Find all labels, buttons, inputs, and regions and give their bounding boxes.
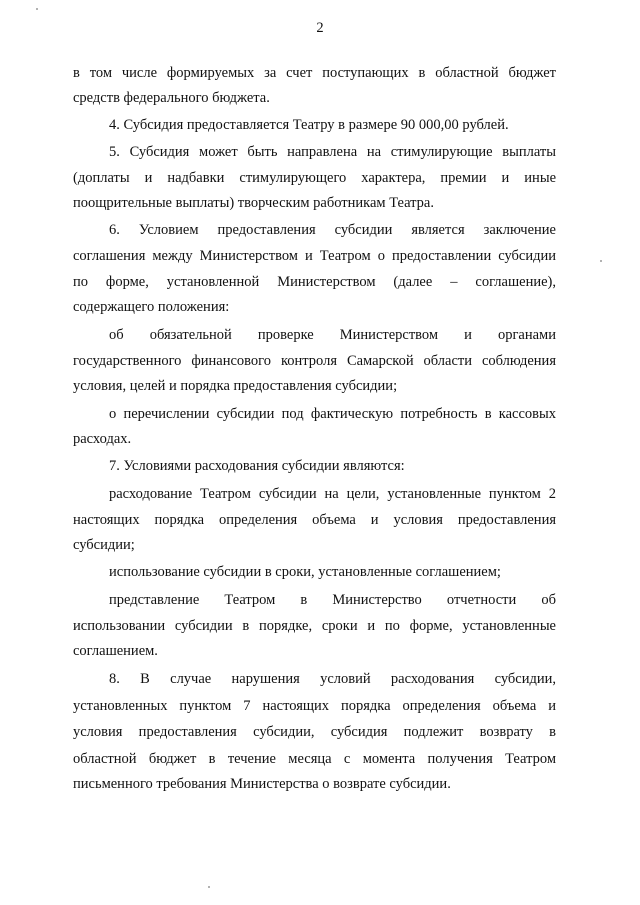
scan-speck [36, 8, 38, 10]
text-line: областной бюджет в течение месяца с момента получения Театром [73, 751, 556, 767]
text-line: об обязательной проверке Министерством и органами [109, 327, 556, 343]
text-line: установленных пунктом 7 настоящих порядка определения объема и [73, 698, 556, 714]
scan-speck [208, 886, 210, 888]
text-line: в том числе формируемых за счет поступающих в областной бюджет [73, 65, 556, 81]
page-number: 2 [316, 20, 324, 36]
text-line: использовании субсидии в порядке, сроки и по форме, установленные [73, 618, 556, 634]
text-line: государственного финансового контроля Самарской области соблюдения [73, 353, 556, 369]
text-line: 7. Условиями расходования субсидии являются: [109, 458, 405, 474]
text-line: средств федерального бюджета. [73, 90, 270, 106]
text-line: расходах. [73, 431, 132, 447]
text-line: 8. В случае нарушения условий расходования субсидии, [109, 671, 556, 687]
text-line: использование субсидии в сроки, установленные соглашением; [109, 564, 501, 580]
text-line: по форме, установленной Министерством (далее – соглашение), [73, 274, 556, 290]
text-line: представление Театром в Министерство отчетности об [109, 592, 556, 608]
text-line: письменного требования Министерства о возврате субсидии. [73, 776, 451, 792]
text-line: соглашения между Министерством и Театром о предоставлении субсидии [73, 248, 556, 264]
text-line: 6. Условием предоставления субсидии является заключение [109, 222, 556, 238]
text-line: условия, целей и порядка предоставления субсидии; [73, 378, 398, 394]
text-line: условия предоставления субсидии, субсидия подлежит возврату в [73, 724, 556, 740]
text-line: содержащего положения: [73, 299, 230, 315]
text-line: 5. Субсидия может быть направлена на стимулирующие выплаты [109, 144, 556, 160]
scan-speck [600, 260, 602, 262]
text-line: поощрительные выплаты) творческим работникам Театра. [73, 195, 434, 211]
text-line: субсидии; [73, 537, 135, 553]
text-line: настоящих порядка определения объема и условия предоставления [73, 512, 556, 528]
text-line: 4. Субсидия предоставляется Театру в размере 90 000,00 рублей. [109, 117, 509, 133]
text-line: о перечислении субсидии под фактическую потребность в кассовых [109, 406, 556, 422]
text-line: расходование Театром субсидии на цели, установленные пунктом 2 [109, 486, 556, 502]
text-line: соглашением. [73, 643, 158, 659]
text-line: (доплаты и надбавки стимулирующего характера, премии и иные [73, 170, 556, 186]
